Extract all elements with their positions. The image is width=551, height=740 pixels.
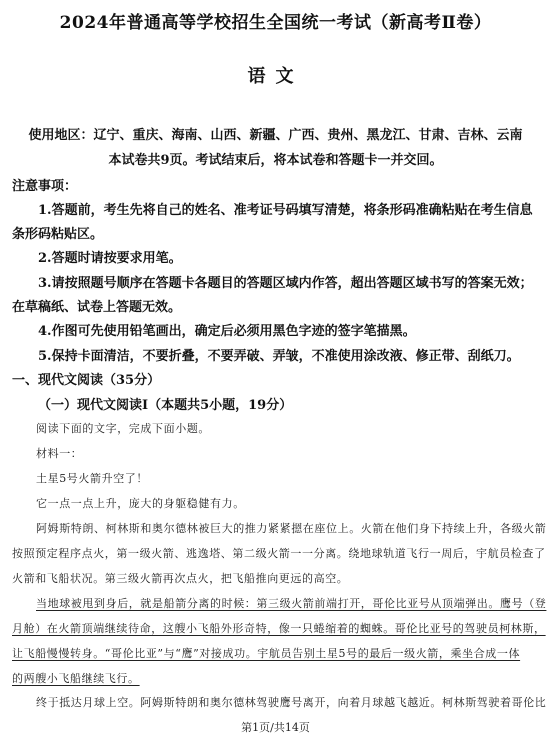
notice-line: 5.保持卡面清洁，不要折叠，不要弄破、弄皱，不准使用涂改液、修正带、刮纸刀。 — [38, 349, 520, 364]
passage-line-underlined: 当地球被甩到身后，就是船箭分离的时候：第三级火箭前端打开，哥伦比亚号从顶端弹出。鹰号（登 — [36, 597, 547, 610]
subject-title: 语文 — [247, 66, 304, 87]
reading-instruction: 阅读下面的文字，完成下面小题。 — [36, 422, 210, 435]
exam-info: 本试卷共9页。考试结束后，将本试卷和答题卡一并交回。 — [108, 153, 443, 168]
passage-line: 土星5号火箭升空了！ — [36, 472, 148, 485]
notice-line: 在草稿纸、试卷上答题无效。 — [12, 300, 182, 315]
notice-line: 条形码粘贴区。 — [12, 227, 104, 242]
passage-line: 它一点一点上升，庞大的身躯稳健有力。 — [36, 497, 245, 510]
passage-line-underlined: 月舱）在火箭顶端继续待命，这艘小飞船外形奇特，像一只蜷缩着的蜘蛛。哥伦比亚号的驾驶员柯林斯， — [12, 622, 546, 635]
passage-line: 阿姆斯特朗、柯林斯和奥尔德林被巨大的推力紧紧摁在座位上。火箭在他们身下持续上升，各级火箭 — [36, 522, 547, 535]
notice-heading: 注意事项： — [12, 179, 78, 194]
usage-regions: 使用地区：辽宁、重庆、海南、山西、新疆、广西、贵州、黑龙江、甘肃、吉林、云南 — [28, 128, 523, 143]
notice-line: 3.请按照题号顺序在答题卡各题目的答题区域内作答，超出答题区域书写的答案无效； — [38, 276, 533, 291]
notice-line: 4.作图可先使用铅笔画出，确定后必须用黑色字迹的签字笔描黑。 — [38, 324, 416, 339]
subsection-heading: （一）现代文阅读Ⅰ（本题共5小题，19分） — [38, 398, 293, 413]
passage-line: 火箭和飞船状况。第三级火箭再次点火，把飞船推向更远的高空。 — [12, 572, 349, 585]
notice-line: 2.答题时请按要求用笔。 — [38, 251, 182, 266]
exam-title: 2024年普通高等学校招生全国统一考试（新高考Ⅱ卷） — [59, 13, 492, 33]
passage-line: 终于抵达月球上空。阿姆斯特朗和奥尔德林驾驶鹰号离开，向着月球越飞越近。柯林斯驾驶着哥伦比 — [36, 696, 547, 709]
page-number: 第1页/共14页 — [241, 721, 310, 734]
section-heading: 一、现代文阅读（35分） — [12, 373, 161, 388]
passage-line-underlined: 让飞船慢慢转身。“哥伦比亚”与“鹰”对接成功。宇航员告别土星5号的最后一级火箭，乘坐合成一体 — [12, 647, 521, 660]
passage-line-underlined: 的两艘小飞船继续飞行。 — [12, 672, 140, 685]
material-label: 材料一： — [36, 447, 83, 460]
notice-line: 1.答题前，考生先将自己的姓名、准考证号码填写清楚，将条形码准确粘贴在考生信息 — [38, 203, 533, 218]
passage-line: 按照预定程序点火，第一级火箭、逃逸塔、第二级火箭一一分离。绕地球轨道飞行一周后，宇航员检查了 — [12, 547, 546, 560]
